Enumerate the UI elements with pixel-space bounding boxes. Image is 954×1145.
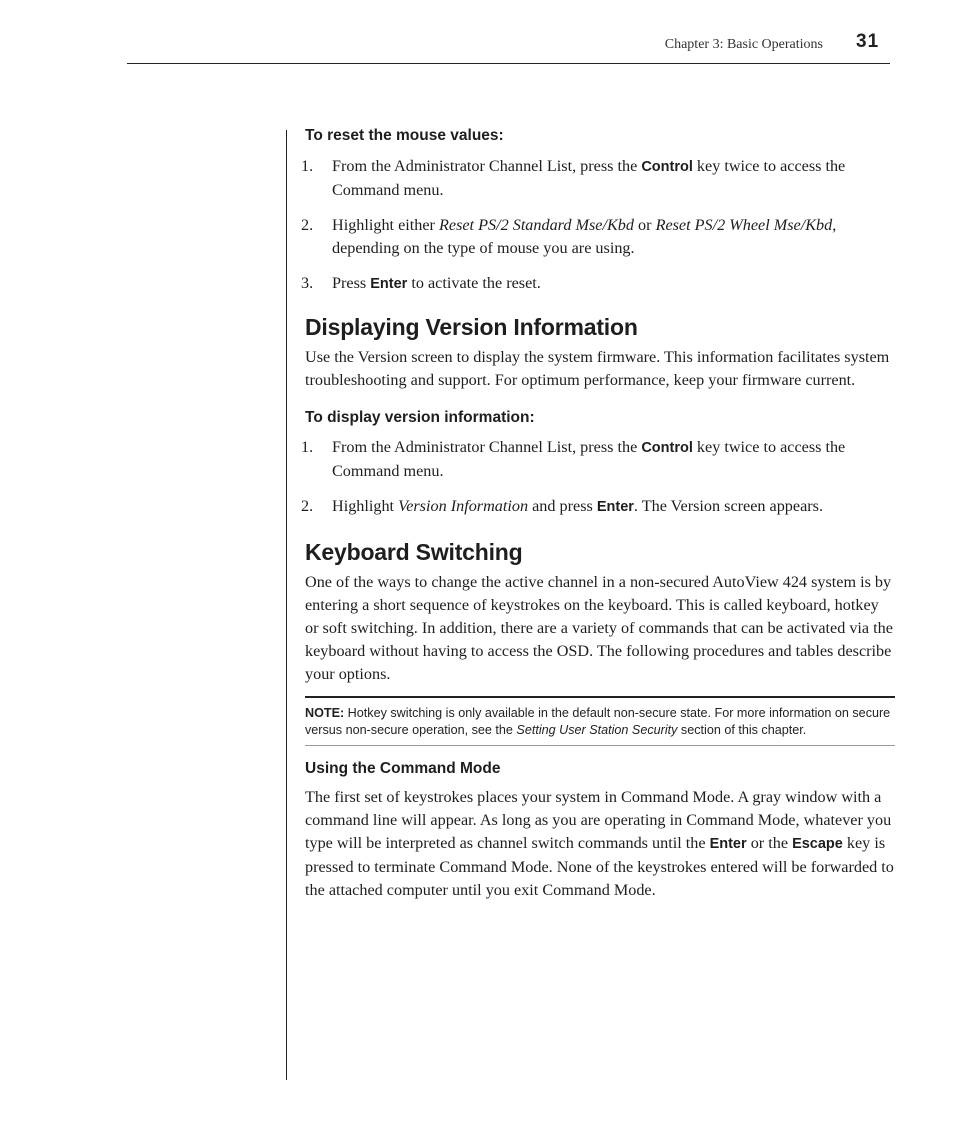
step-text: Highlight either <box>332 216 439 234</box>
header-rule <box>127 63 890 64</box>
body-text: key is pressed to terminate Command Mode. None of the keystrokes entered will be forwarded to the attached computer until you exit Command Mode. <box>305 834 894 899</box>
page-number: 31 <box>856 31 880 52</box>
menu-option: Reset PS/2 Standard Mse/Kbd <box>439 216 634 234</box>
version-steps-list <box>301 436 895 519</box>
note-label: NOTE: <box>305 706 345 720</box>
step-text: key twice to access the Command menu. <box>332 157 846 199</box>
note-text: Hotkey switching is only available in the default non-secure state. For more information on secure versus non-secure operation, see the <box>305 706 891 737</box>
body-text: or the <box>746 834 793 852</box>
command-mode-body <box>305 786 895 902</box>
key-name: Control <box>641 440 693 456</box>
reset-steps-list <box>301 155 895 296</box>
list-item <box>301 272 895 296</box>
menu-option: Reset PS/2 Wheel Mse/Kbd <box>655 216 833 234</box>
key-name: Enter <box>370 276 408 292</box>
step-text: Press <box>332 274 371 292</box>
margin-rule <box>286 130 287 1080</box>
keyboard-switching-body: One of the ways to change the active channel in a non-secured AutoView 424 system is by entering a short sequence of keystrokes on the keyboard. This is called keyboard, hotkey or soft switching. In addition, there are a variety of commands that can be activated via the keyboard without having to access the OSD. The following procedures and tables describe your options. <box>305 573 893 683</box>
running-header-chapter: Chapter 3: Basic Operations <box>664 37 823 52</box>
key-name: Escape <box>792 836 843 852</box>
list-item <box>301 214 895 260</box>
body-text: The first set of keystrokes places your system in Command Mode. A gray window with a command line will appear. As long as you are operating in Command Mode, whatever you type will be interpreted as channel switch commands until the <box>305 788 892 852</box>
step-text: key twice to access the Command menu. <box>332 438 846 480</box>
list-item <box>301 436 895 483</box>
key-name: Control <box>641 159 693 175</box>
list-item <box>301 495 895 519</box>
keyboard-switching-title: Keyboard Switching <box>305 539 523 565</box>
step-number: 1. <box>301 157 314 175</box>
step-text: From the Administrator Channel List, press the <box>332 157 642 175</box>
page-content <box>301 125 895 902</box>
note-text: section of this chapter. <box>677 723 807 737</box>
menu-option: Version Information <box>398 497 529 515</box>
version-section-body: Use the Version screen to display the system firmware. This information facilitates system troubleshooting and support. For optimum performance, keep your firmware current. <box>305 348 890 389</box>
key-name: Enter <box>709 836 747 852</box>
command-mode-heading: Using the Command Mode <box>305 760 501 777</box>
display-version-heading: To display version information: <box>305 409 535 426</box>
step-text: . The Version screen appears. <box>633 497 824 515</box>
note-box <box>305 696 895 746</box>
step-text: and press <box>528 497 597 515</box>
step-text: or <box>633 216 656 234</box>
reset-mouse-heading: To reset the mouse values: <box>305 127 504 144</box>
step-number: 1. <box>301 438 314 456</box>
key-name: Enter <box>596 499 634 515</box>
note-reference: Setting User Station Security <box>516 723 678 737</box>
step-text: From the Administrator Channel List, press the <box>332 438 642 456</box>
step-text: to activate the reset. <box>407 274 541 292</box>
version-section-title: Displaying Version Information <box>305 314 638 340</box>
step-number: 2. <box>301 216 314 234</box>
step-number: 3. <box>301 274 314 292</box>
list-item <box>301 155 895 202</box>
step-text: Highlight <box>332 497 399 515</box>
step-number: 2. <box>301 497 314 515</box>
step-text: , depending on the type of mouse you are using. <box>332 216 837 257</box>
